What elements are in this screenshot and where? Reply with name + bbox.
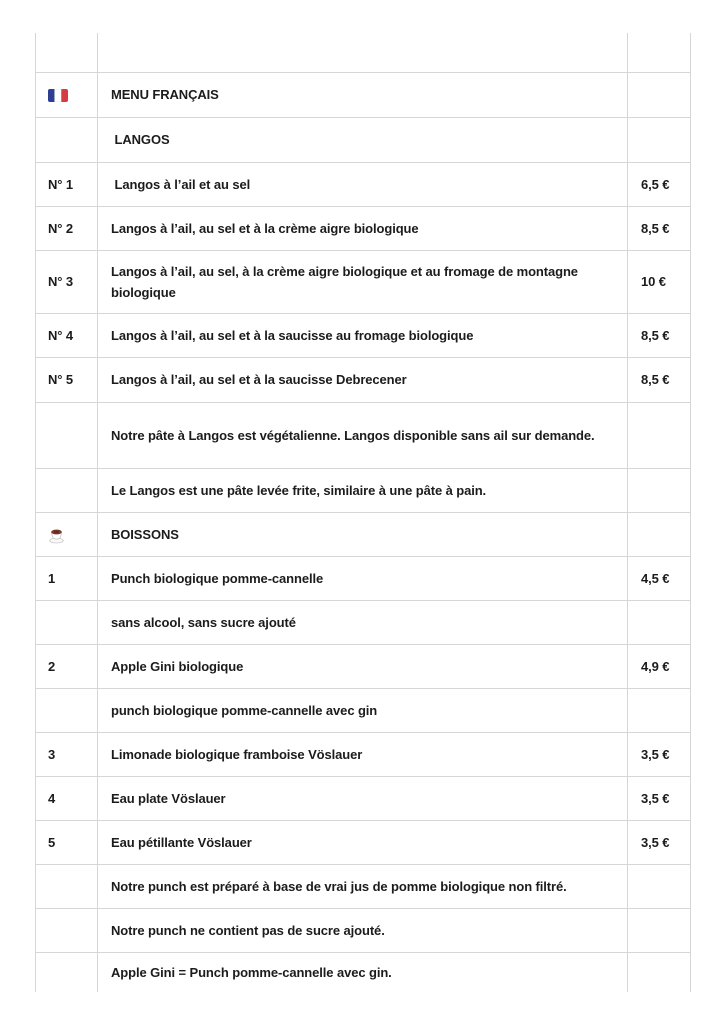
table-row <box>36 864 691 908</box>
menu-table <box>35 33 691 992</box>
row-label-cell <box>36 820 98 864</box>
price-cell <box>628 688 691 732</box>
row-label-cell <box>36 688 98 732</box>
row-label: N° 2 <box>48 220 74 236</box>
row-label-cell <box>36 33 98 72</box>
row-label-cell <box>36 313 98 357</box>
description-cell <box>98 908 628 952</box>
description-text: Langos à l’ail, au sel et à la saucisse au fromage biologique <box>111 327 474 343</box>
description-text: Eau plate Vöslauer <box>111 790 226 806</box>
price-cell <box>628 357 691 402</box>
description-cell <box>98 468 628 512</box>
table-row <box>36 952 691 992</box>
description-cell <box>98 820 628 864</box>
description-text: Notre pâte à Langos est végétalienne. Langos disponible sans ail sur demande. <box>111 427 595 443</box>
row-label-cell <box>36 644 98 688</box>
table-row <box>36 688 691 732</box>
table-row <box>36 468 691 512</box>
table-row <box>36 72 691 117</box>
france-flag-icon <box>48 89 68 102</box>
price-cell <box>628 468 691 512</box>
price-text: 4,5 € <box>641 570 670 586</box>
price-cell <box>628 600 691 644</box>
table-row <box>36 820 691 864</box>
price-cell <box>628 33 691 72</box>
price-cell <box>628 952 691 992</box>
row-label-cell <box>36 776 98 820</box>
row-label: 3 <box>48 746 56 762</box>
price-cell <box>628 512 691 556</box>
description-cell <box>98 556 628 600</box>
description-text: Langos à l’ail et au sel <box>111 176 251 192</box>
description-text: Apple Gini biologique <box>111 658 244 674</box>
price-cell <box>628 162 691 206</box>
description-cell <box>98 357 628 402</box>
row-label-cell <box>36 117 98 162</box>
price-cell <box>628 776 691 820</box>
row-label: N° 3 <box>48 274 74 289</box>
description-text: Eau pétillante Vöslauer <box>111 834 252 850</box>
table-row <box>36 357 691 402</box>
menu-table-container <box>35 33 691 992</box>
description-text: Punch biologique pomme-cannelle <box>111 570 324 586</box>
description-text: BOISSONS <box>111 526 179 542</box>
row-label-cell <box>36 600 98 644</box>
price-text: 8,5 € <box>641 327 670 343</box>
table-row <box>36 33 691 72</box>
row-label: 2 <box>48 658 56 674</box>
row-label-cell <box>36 732 98 776</box>
description-text: Langos à l’ail, au sel, à la crème aigre biologique et au fromage de montagne biologique <box>111 263 582 300</box>
table-row <box>36 313 691 357</box>
description-cell <box>98 117 628 162</box>
price-cell <box>628 908 691 952</box>
description-cell <box>98 206 628 250</box>
description-cell <box>98 864 628 908</box>
price-text: 3,5 € <box>641 834 670 850</box>
price-text: 4,9 € <box>641 658 670 674</box>
table-row <box>36 600 691 644</box>
table-row <box>36 206 691 250</box>
price-cell <box>628 206 691 250</box>
table-row <box>36 732 691 776</box>
row-label: 5 <box>48 834 56 850</box>
description-cell <box>98 688 628 732</box>
price-cell <box>628 820 691 864</box>
description-cell <box>98 952 628 992</box>
table-row <box>36 117 691 162</box>
price-text: 3,5 € <box>641 790 670 806</box>
description-text: LANGOS <box>111 132 170 147</box>
row-label-cell <box>36 908 98 952</box>
row-label: N° 1 <box>48 176 74 192</box>
description-cell <box>98 732 628 776</box>
hot-beverage-icon <box>48 527 65 544</box>
price-text: 10 € <box>641 274 666 289</box>
table-row <box>36 250 691 313</box>
row-label-cell <box>36 864 98 908</box>
description-text: Langos à l’ail, au sel et à la saucisse Debrecener <box>111 372 407 387</box>
description-text: Apple Gini = Punch pomme-cannelle avec gin. <box>111 964 392 980</box>
row-label: 1 <box>48 570 56 586</box>
price-cell <box>628 250 691 313</box>
description-text: sans alcool, sans sucre ajouté <box>111 614 296 630</box>
row-label-cell <box>36 468 98 512</box>
row-label-cell <box>36 206 98 250</box>
price-cell <box>628 644 691 688</box>
price-text: 8,5 € <box>641 372 670 387</box>
description-text: MENU FRANÇAIS <box>111 87 219 102</box>
table-row <box>36 776 691 820</box>
description-cell <box>98 72 628 117</box>
row-label-cell <box>36 250 98 313</box>
row-label-cell <box>36 357 98 402</box>
price-text: 6,5 € <box>641 176 670 192</box>
price-cell <box>628 313 691 357</box>
description-cell <box>98 250 628 313</box>
description-cell <box>98 776 628 820</box>
row-label: 4 <box>48 790 56 806</box>
table-row <box>36 402 691 468</box>
menu-table-body <box>36 33 691 992</box>
row-label: N° 4 <box>48 327 74 343</box>
row-label-cell <box>36 512 98 556</box>
table-row <box>36 162 691 206</box>
table-row <box>36 556 691 600</box>
table-row <box>36 512 691 556</box>
description-cell <box>98 512 628 556</box>
description-cell <box>98 600 628 644</box>
price-cell <box>628 72 691 117</box>
price-cell <box>628 556 691 600</box>
price-cell <box>628 864 691 908</box>
description-text: Notre punch est préparé à base de vrai jus de pomme biologique non filtré. <box>111 878 567 894</box>
price-cell <box>628 117 691 162</box>
row-label-cell <box>36 556 98 600</box>
description-cell <box>98 33 628 72</box>
description-text: Le Langos est une pâte levée frite, similaire à une pâte à pain. <box>111 482 487 498</box>
description-cell <box>98 402 628 468</box>
description-cell <box>98 644 628 688</box>
description-cell <box>98 162 628 206</box>
row-label-cell <box>36 402 98 468</box>
price-cell <box>628 402 691 468</box>
description-text: Notre punch ne contient pas de sucre ajouté. <box>111 922 385 938</box>
description-text: punch biologique pomme-cannelle avec gin <box>111 702 378 718</box>
price-text: 8,5 € <box>641 220 670 236</box>
description-text: Limonade biologique framboise Vöslauer <box>111 746 363 762</box>
table-row <box>36 908 691 952</box>
price-text: 3,5 € <box>641 746 670 762</box>
description-cell <box>98 313 628 357</box>
row-label-cell <box>36 952 98 992</box>
description-text: Langos à l’ail, au sel et à la crème aigre biologique <box>111 220 419 236</box>
price-cell <box>628 732 691 776</box>
row-label: N° 5 <box>48 372 74 387</box>
row-label-cell <box>36 72 98 117</box>
row-label-cell <box>36 162 98 206</box>
table-row <box>36 644 691 688</box>
